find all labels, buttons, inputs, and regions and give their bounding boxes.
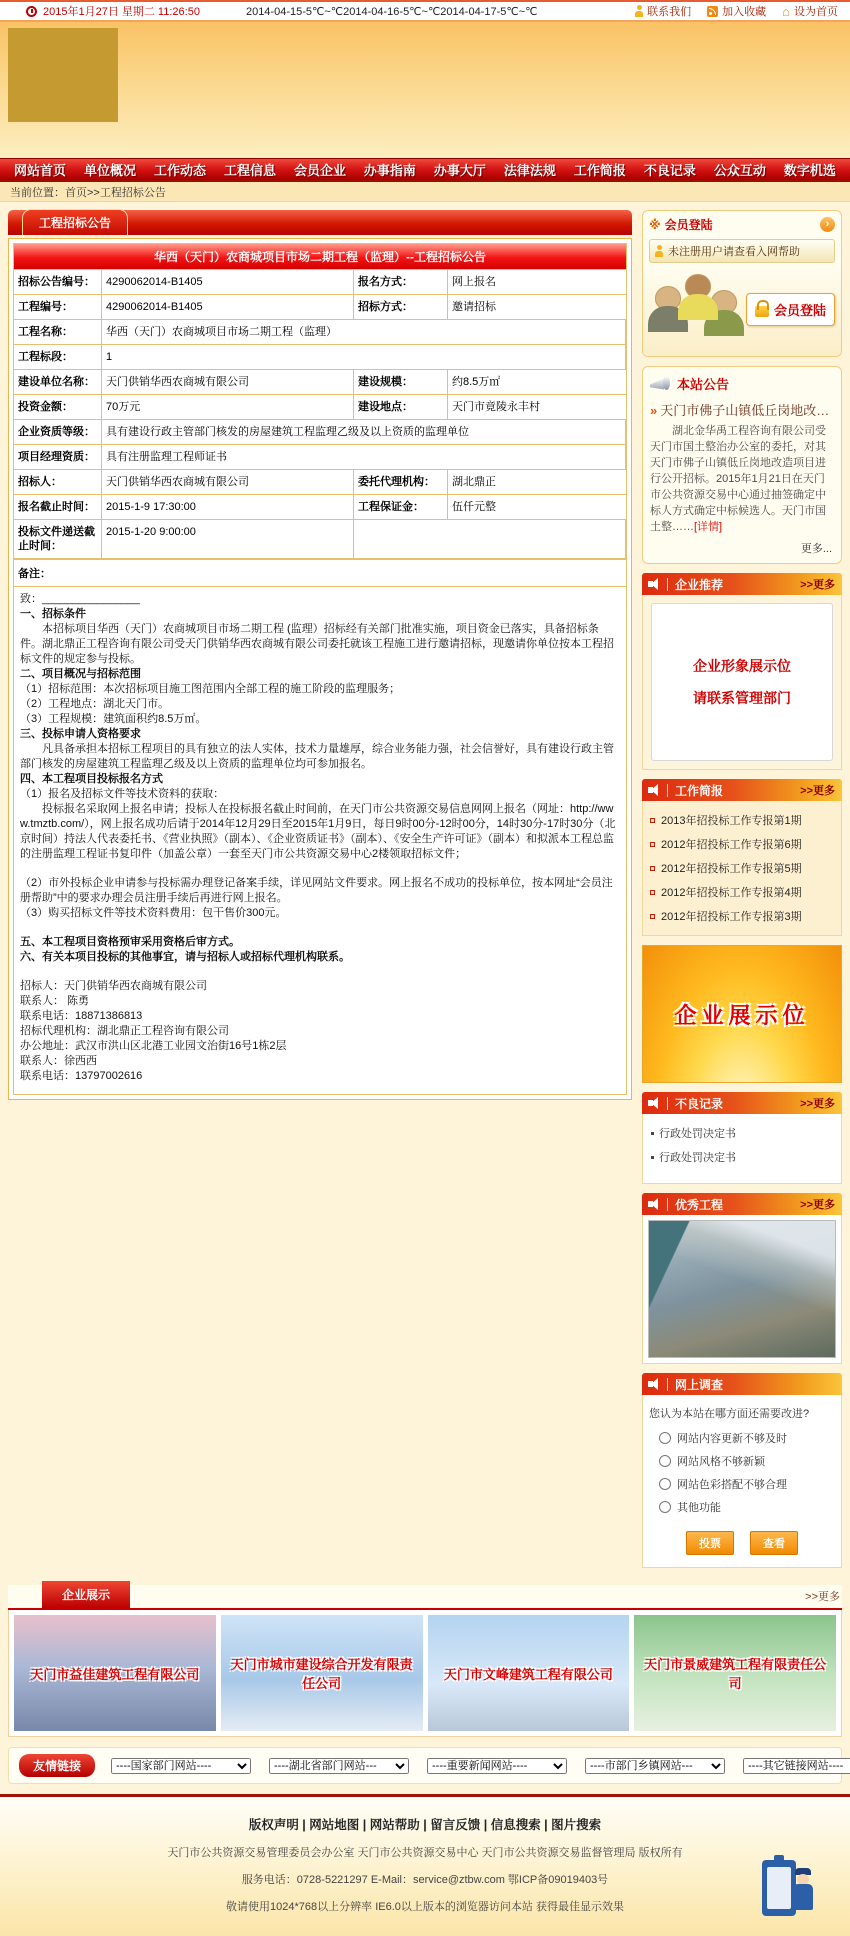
weather-text: 2014-04-15-5℃~℃2014-04-16-5℃~℃2014-04-17-5℃~℃ xyxy=(245,5,538,18)
friend-link-select[interactable] xyxy=(269,1758,409,1774)
survey-option[interactable] xyxy=(649,1471,835,1494)
asterisk-icon: ※ xyxy=(649,217,661,232)
person-icon xyxy=(655,245,663,257)
bad-record-item[interactable] xyxy=(649,1121,835,1145)
company-name: 天门市文峰建筑工程有限公司 xyxy=(443,1666,613,1682)
nav-item[interactable]: 办事大厅 xyxy=(433,163,486,178)
bullet-icon xyxy=(650,914,655,919)
bad-record-label: 行政处罚决定书 xyxy=(659,1152,736,1164)
body-line xyxy=(20,862,620,876)
row-value-2: 邀请招标 xyxy=(448,295,626,320)
top-links xyxy=(635,3,838,19)
nav-item[interactable]: 会员企业 xyxy=(293,163,346,178)
member-login-button-label: 会员登陆 xyxy=(773,302,826,318)
register-help-label: 未注册用户请查看入网帮助 xyxy=(668,246,800,258)
speaker-icon xyxy=(648,1378,661,1390)
work-brief-item[interactable] xyxy=(648,808,836,832)
body-line: 联系电话：18871386813 xyxy=(20,1010,143,1022)
clock-icon xyxy=(26,6,37,17)
row-label-1: 项目经理资质： xyxy=(14,445,102,470)
set-home-label: 设为首页 xyxy=(794,6,838,18)
survey-option-label: 网站风格不够新颖 xyxy=(677,1456,765,1468)
table-row xyxy=(14,520,626,559)
survey-question: 您认为本站在哪方面还需要改进? xyxy=(649,1408,810,1420)
excellent-projects-body xyxy=(642,1215,842,1364)
divider xyxy=(667,1097,668,1110)
row-value-1: 天门供销华西农商城有限公司 xyxy=(102,370,354,395)
row-label-1: 企业资质等级： xyxy=(14,420,102,445)
nav-item[interactable]: 公众互动 xyxy=(713,163,766,178)
promo-header xyxy=(642,573,842,595)
enterprise-showcase-header xyxy=(8,1585,842,1610)
work-brief-label: 2012年招投标工作专报第5期 xyxy=(661,863,802,875)
survey-option[interactable] xyxy=(649,1425,835,1448)
person-figure xyxy=(685,274,718,320)
main-nav xyxy=(0,158,850,182)
nav-item[interactable]: 数字机选 xyxy=(783,163,836,178)
work-briefs-more-link[interactable]: >>更多 xyxy=(800,785,835,797)
body-line: 三、投标申请人资格要求 xyxy=(20,728,141,740)
company-banner[interactable] xyxy=(428,1615,630,1731)
body-line: 办公地址：武汉市洪山区北港工业园文治街16号1栋2层 xyxy=(20,1040,287,1052)
survey-body xyxy=(642,1395,842,1568)
top-bar xyxy=(0,0,850,22)
footer-link[interactable]: | 留言反馈 xyxy=(420,1818,480,1832)
register-help-link[interactable] xyxy=(649,239,835,263)
bad-record-item[interactable] xyxy=(649,1145,835,1169)
survey-title: 网上调查 xyxy=(675,1377,724,1392)
remark-row: 备注： xyxy=(13,560,627,587)
arrow-icon: » xyxy=(650,403,658,418)
body-line: 致：________________ xyxy=(20,593,140,605)
work-briefs-section xyxy=(642,779,842,936)
survey-option[interactable] xyxy=(649,1494,835,1517)
work-briefs-header xyxy=(642,779,842,801)
site-notice-header xyxy=(650,374,834,393)
body-line: （3）购买招标文件等技术资料费用：包干售价300元。 xyxy=(20,907,287,919)
enterprise-showcase-section xyxy=(8,1585,842,1737)
row-value-1: 4290062014-B1405 xyxy=(102,295,354,320)
row-label-2: 报名方式： xyxy=(354,270,448,295)
nav-item[interactable]: 工作动态 xyxy=(153,163,206,178)
bad-records-title: 不良记录 xyxy=(675,1096,724,1111)
section-tabbar xyxy=(8,210,632,235)
row-label-2 xyxy=(354,520,626,559)
survey-options xyxy=(649,1425,835,1517)
page-content xyxy=(0,202,850,1585)
bullet-icon xyxy=(650,818,655,823)
body-line: 四、本工程项目投标报名方式 xyxy=(20,773,163,785)
body-line: 投标报名采取网上报名申请；投标人在投标报名截止时间前，在天门市公共资源交易信息网网上报名（网址：http://www.tmztb.com/），网上报名成功后请于2014年12月29日至2015年1月9日，每日9时00分-12时00分，14时30分-17时30分（北京时间）持法人代表委托书、《营业执照》（副本）、《企业资质证书》（副本）、《安全生产许可证》（副本）和拟派本工程总监的注册监理工程证书复印件（加盖公章）一套至天门市公共资源交易中心2楼领取招标文件； xyxy=(20,803,616,860)
promo-more-link[interactable]: >>更多 xyxy=(800,579,835,591)
company-banner[interactable] xyxy=(221,1615,423,1731)
row-value-1: 70万元 xyxy=(102,395,354,420)
row-value-2: 湖北鼎正 xyxy=(448,470,626,495)
footer-link[interactable]: | 网站地图 xyxy=(299,1818,359,1832)
table-row xyxy=(14,445,626,470)
members-illustration xyxy=(649,272,745,346)
survey-option-label: 网站色彩搭配不够合理 xyxy=(677,1479,787,1491)
company-name: 天门市益佳建筑工程有限公司 xyxy=(30,1666,200,1682)
company-banner[interactable] xyxy=(634,1615,836,1731)
survey-radio[interactable] xyxy=(659,1478,671,1490)
table-row xyxy=(14,370,626,395)
bad-records-more-link[interactable]: >>更多 xyxy=(800,1098,835,1110)
company-name: 天门市城市建设综合开发有限责任公司 xyxy=(230,1657,413,1691)
footer-browser-note: 敬请使用1024*768以上分辨率 IE6.0以上版本的浏览器访问本站 获得最佳显示效果 xyxy=(226,1901,624,1913)
survey-option-label: 其他功能 xyxy=(677,1502,721,1514)
row-label-2: 建设规模： xyxy=(354,370,448,395)
person-icon xyxy=(635,5,643,17)
nav-item[interactable]: 工作简报 xyxy=(573,163,626,178)
member-login-box xyxy=(642,210,842,357)
footer-copyright: 天门市公共资源交易管理委员会办公室 天门市公共资源交易中心 天门市公共资源交易监督管理局 版权所有 xyxy=(167,1847,683,1859)
bullet-icon xyxy=(651,1132,654,1135)
left-column xyxy=(8,210,632,1100)
row-value-1: 1 xyxy=(102,345,626,370)
enterprise-showcase-title: 企业展示 xyxy=(42,1581,130,1608)
enterprise-showcase-more-link[interactable]: >>更多 xyxy=(805,1591,840,1603)
enterprise-showcase-banners xyxy=(8,1610,842,1737)
table-row xyxy=(14,470,626,495)
nav-item[interactable]: 不良记录 xyxy=(643,163,696,178)
promo-title: 企业推荐 xyxy=(675,577,724,592)
friend-links-selects xyxy=(111,1758,850,1774)
speaker-icon xyxy=(648,1097,661,1109)
add-favorite-label: 加入收藏 xyxy=(722,6,767,18)
row-label-2: 招标方式： xyxy=(354,295,448,320)
survey-section xyxy=(642,1373,842,1568)
favorite-icon xyxy=(707,6,718,17)
bullet-icon xyxy=(650,866,655,871)
work-brief-label: 2013年招投标工作专报第1期 xyxy=(661,815,802,827)
work-brief-item[interactable] xyxy=(648,880,836,904)
notice-item-text xyxy=(650,423,834,535)
friend-links-bar xyxy=(8,1747,842,1784)
police-figure xyxy=(790,1868,816,1916)
work-brief-item[interactable] xyxy=(648,856,836,880)
notice-item-body: 湖北金华禹工程咨询有限公司受天门市国土整治办公室的委托，对其天门市佛子山镇低丘岗地改造项目进行公开招标。2015年1月21日在天门市公共资源交易中心通过抽签确定中标人方式确定中标候选人。天门市国土整…… xyxy=(650,425,826,533)
row-label-1: 投标文件递送截止时间： xyxy=(14,520,102,559)
excellent-projects-title: 优秀工程 xyxy=(675,1197,724,1212)
survey-radio[interactable] xyxy=(659,1432,671,1444)
excellent-projects-header xyxy=(642,1193,842,1215)
survey-buttons xyxy=(649,1531,835,1555)
row-value-1: 4290062014-B1405 xyxy=(102,270,354,295)
row-value-1: 天门供销华西农商城有限公司 xyxy=(102,470,354,495)
work-brief-label: 2012年招投标工作专报第6期 xyxy=(661,839,802,851)
row-label-2: 工程保证金： xyxy=(354,495,448,520)
datetime-text: 2015年1月27日 星期二 11:26:50 xyxy=(43,6,200,18)
expand-arrow-icon[interactable]: › xyxy=(820,217,835,232)
bad-records-header xyxy=(642,1092,842,1114)
promo-body xyxy=(642,595,842,770)
table-row xyxy=(14,320,626,345)
bullet-icon xyxy=(650,890,655,895)
body-line: 联系人： 陈勇 xyxy=(20,995,90,1007)
project-photo[interactable] xyxy=(648,1220,836,1358)
body-line: 六、有关本项目投标的其他事宜，请与招标人或招标代理机构联系。 xyxy=(20,951,350,963)
set-home-link[interactable] xyxy=(782,3,838,19)
home-icon: ⌂ xyxy=(782,3,790,19)
body-line xyxy=(20,921,620,935)
footer-links xyxy=(0,1815,850,1833)
row-label-2: 委托代理机构： xyxy=(354,470,448,495)
divider xyxy=(667,578,668,591)
friend-links-label: 友情链接 xyxy=(19,1754,95,1777)
bad-record-label: 行政处罚决定书 xyxy=(659,1128,736,1140)
promo-placeholder[interactable] xyxy=(651,603,833,761)
body-line: （2）市外投标企业申请参与投标需办理登记备案手续，详见网站文件要求。网上报名不成功的投标单位，按本网址“会员注册帮助”中的要求办理会员注册手续后再进行网上报名。 xyxy=(20,877,613,904)
enterprise-ad-banner[interactable] xyxy=(642,945,842,1083)
work-briefs-title: 工作简报 xyxy=(675,783,724,798)
enterprise-ad-text: 企业展示位 xyxy=(674,1002,810,1028)
breadcrumb-text: 当前位置：首页>>工程招标公告 xyxy=(10,186,166,199)
survey-radio[interactable] xyxy=(659,1501,671,1513)
work-briefs-list xyxy=(642,801,842,936)
notice-item-title: 天门市佛子山镇低丘岗地改… xyxy=(660,403,830,418)
body-line: （2）工程地点：湖北天门市。 xyxy=(20,698,170,710)
row-label-2: 建设地点： xyxy=(354,395,448,420)
footer-contact: 服务电话：0728-5221297 E-Mail：service@ztbw.com 鄂ICP备09019403号 xyxy=(241,1874,609,1886)
body-line: （1）报名及招标文件等技术资料的获取： xyxy=(20,788,225,800)
body-line: （1）招标范围：本次招标项目施工图范围内全部工程的施工阶段的监理服务； xyxy=(20,683,401,695)
right-sidebar xyxy=(642,210,842,1577)
divider xyxy=(667,1198,668,1211)
row-label-1: 报名截止时间： xyxy=(14,495,102,520)
table-row xyxy=(14,420,626,445)
table-row xyxy=(14,295,626,320)
member-login-button[interactable] xyxy=(746,293,835,326)
announcement-title: 华西（天门）农商城项目市场二期工程（监理）--工程招标公告 xyxy=(13,243,627,270)
survey-radio[interactable] xyxy=(659,1455,671,1467)
company-banner[interactable] xyxy=(14,1615,216,1731)
row-value-2: 约8.5万㎡ xyxy=(448,370,626,395)
row-label-1: 工程编号： xyxy=(14,295,102,320)
megaphone-icon xyxy=(650,376,670,392)
add-favorite-link[interactable] xyxy=(707,3,766,19)
row-value-1: 华西（天门）农商城项目市场二期工程（监理） xyxy=(102,320,626,345)
friend-link-select[interactable] xyxy=(743,1758,850,1774)
row-label-1: 投资金额： xyxy=(14,395,102,420)
nav-item[interactable]: 法律法规 xyxy=(503,163,556,178)
announcement-body xyxy=(13,587,627,1095)
survey-header xyxy=(642,1373,842,1395)
footer-link[interactable]: 版权声明 xyxy=(248,1818,299,1832)
site-banner xyxy=(0,22,850,158)
body-line: 本招标项目华西（天门）农商城项目市场二期工程 (监理）招标经有关部门批准实施，项目资金已落实，具备招标条件。湖北鼎正工程咨询有限公司受天门供销华西农商城有限公司委托就该工程施工进行邀请招标，现邀请你单位按本工程招标文件的规定参与投标。 xyxy=(20,623,614,665)
footer-link[interactable]: | 网站帮助 xyxy=(359,1818,419,1832)
work-brief-item[interactable] xyxy=(648,832,836,856)
contact-us-link[interactable] xyxy=(635,3,691,19)
breadcrumb xyxy=(0,182,850,202)
notice-item-link[interactable] xyxy=(650,400,834,419)
table-row xyxy=(14,270,626,295)
row-label-1: 招标人： xyxy=(14,470,102,495)
row-label-1: 招标公告编号： xyxy=(14,270,102,295)
friend-link-select[interactable] xyxy=(427,1758,567,1774)
excellent-projects-section xyxy=(642,1193,842,1364)
announcement-panel xyxy=(8,238,632,1100)
row-value-1: 2015-1-20 9:00:00 xyxy=(102,520,354,559)
promo-line2: 请联系管理部门 xyxy=(693,690,791,706)
body-line: 凡具备承担本招标工程项目的具有独立的法人实体，技术力量雄厚，综合业务能力强，社会信誉好，具有建设行政主管部门核发的房屋建筑工程监理乙级及以上资质的监理单位均可参加报名。 xyxy=(20,743,614,770)
promo-section xyxy=(642,573,842,770)
survey-option-label: 网站内容更新不够及时 xyxy=(677,1433,787,1445)
contact-us-label: 联系我们 xyxy=(647,6,692,18)
divider xyxy=(667,1378,668,1391)
body-line: 招标代理机构：湖北鼎正工程咨询有限公司 xyxy=(20,1025,229,1037)
body-line: 联系电话：13797002616 xyxy=(20,1070,143,1082)
body-line: 联系人：徐西西 xyxy=(20,1055,97,1067)
row-label-1: 建设单位名称： xyxy=(14,370,102,395)
speaker-icon xyxy=(648,1198,661,1210)
friend-link-select[interactable] xyxy=(111,1758,251,1774)
bullet-icon xyxy=(651,1156,654,1159)
nav-item[interactable]: 工程信息 xyxy=(223,163,276,178)
row-value-1: 具有注册监理工程师证书 xyxy=(102,445,626,470)
site-notice-box xyxy=(642,366,842,564)
nav-item[interactable]: 单位概况 xyxy=(83,163,136,178)
tender-info-table xyxy=(13,270,627,560)
row-value-1: 具有建设行政主管部门核发的房屋建筑工程监理乙级及以上资质的监理单位 xyxy=(102,420,626,445)
bad-records-section xyxy=(642,1092,842,1184)
body-line: 一、招标条件 xyxy=(20,608,86,620)
member-login-title: 会员登陆 xyxy=(664,218,713,232)
body-line: 招标人：天门供销华西农商城有限公司 xyxy=(20,980,207,992)
bullet-icon xyxy=(650,842,655,847)
vote-button[interactable]: 投票 xyxy=(686,1531,734,1555)
row-label-1: 工程标段： xyxy=(14,345,102,370)
member-login-body xyxy=(643,266,841,356)
body-line: 二、项目概况与招标范围 xyxy=(20,668,141,680)
detail-link[interactable]: [详情] xyxy=(694,521,723,533)
notice-more-link[interactable]: 更多... xyxy=(800,543,832,555)
footer-link[interactable]: | 图片搜索 xyxy=(541,1818,601,1832)
friend-link-select[interactable] xyxy=(585,1758,725,1774)
work-brief-item[interactable] xyxy=(648,904,836,928)
member-login-header xyxy=(643,211,841,236)
footer-link[interactable]: | 信息搜索 xyxy=(480,1818,540,1832)
company-name: 天门市景威建筑工程有限责任公司 xyxy=(644,1657,827,1691)
lock-icon xyxy=(755,306,769,317)
excellent-projects-more-link[interactable]: >>更多 xyxy=(800,1199,835,1211)
site-notice-title: 本站公告 xyxy=(677,377,730,392)
body-line: （3）工程规模：建筑面积约8.5万㎡。 xyxy=(20,713,207,725)
row-value-2: 网上报名 xyxy=(448,270,626,295)
row-value-2: 天门市竟陵永丰村 xyxy=(448,395,626,420)
table-row xyxy=(14,395,626,420)
speaker-icon xyxy=(648,578,661,590)
divider xyxy=(667,784,668,797)
work-brief-label: 2012年招投标工作专报第4期 xyxy=(661,887,802,899)
bad-records-list xyxy=(642,1114,842,1184)
body-line: 五、本工程项目资格预审采用资格后审方式。 xyxy=(20,936,240,948)
work-brief-label: 2012年招投标工作专报第3期 xyxy=(661,911,802,923)
row-value-1: 2015-1-9 17:30:00 xyxy=(102,495,354,520)
table-row xyxy=(14,495,626,520)
nav-item[interactable]: 办事指南 xyxy=(363,163,416,178)
site-logo-placeholder xyxy=(8,28,118,122)
body-line xyxy=(20,965,620,979)
view-results-button[interactable]: 查看 xyxy=(750,1531,798,1555)
promo-line1: 企业形象展示位 xyxy=(693,658,791,674)
footer xyxy=(0,1797,850,1936)
survey-option[interactable] xyxy=(649,1448,835,1471)
nav-item[interactable]: 网站首页 xyxy=(14,163,67,178)
table-row xyxy=(14,345,626,370)
speaker-icon xyxy=(648,784,661,796)
row-value-2: 伍仟元整 xyxy=(448,495,626,520)
row-label-1: 工程名称： xyxy=(14,320,102,345)
police-mascot-icon xyxy=(762,1854,816,1920)
tab-tender-announcement[interactable]: 工程招标公告 xyxy=(22,209,128,235)
